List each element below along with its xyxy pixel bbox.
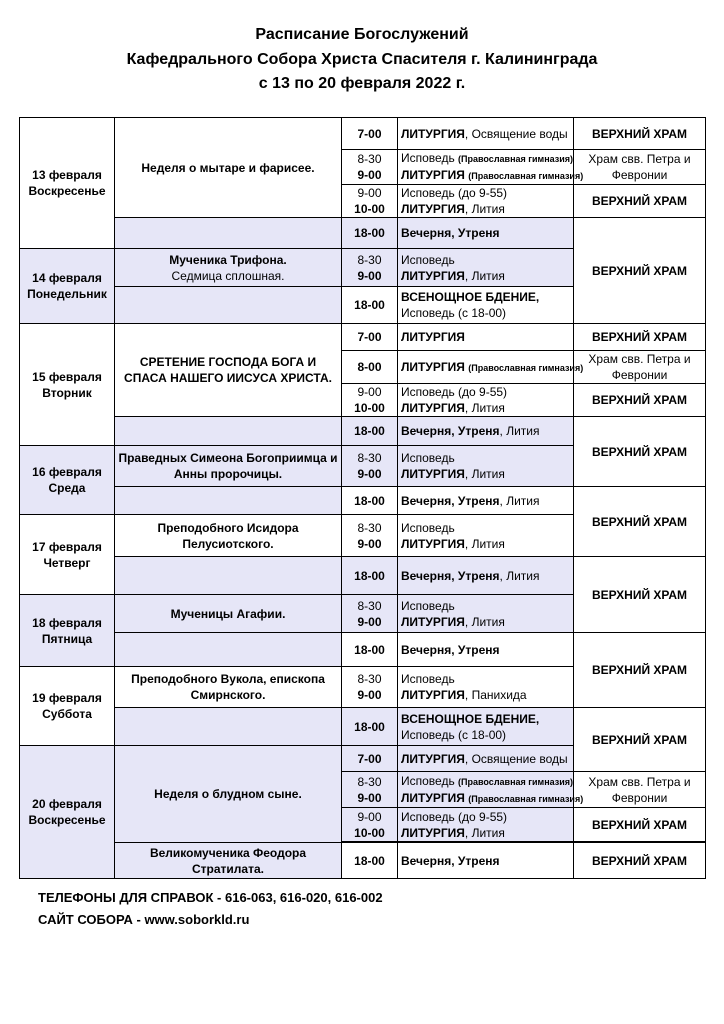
table-row — [20, 417, 706, 446]
date-cell: 19 февраля Суббота — [20, 667, 115, 746]
place-cell: ВЕРХНИЙ ХРАМ — [574, 633, 706, 708]
feast-cell: Преподобного Исидора Пелусиотского. — [115, 515, 342, 557]
place-cell: Храм свв. Петра и Февронии — [574, 772, 706, 808]
time-cell: 9-00 10-00 — [342, 808, 398, 842]
time-cell: 7-00 — [342, 324, 398, 351]
feast-cell: Неделя о блудном сыне. — [115, 746, 342, 843]
service-cell: Вечерня, Утреня, Лития — [398, 417, 574, 446]
place-cell: ВЕРХНИЙ ХРАМ — [574, 557, 706, 633]
service-cell: Исповедь (Православная гимназия) ЛИТУРГИЯ (Православная гимназия) — [398, 150, 574, 185]
time-cell: 8-30 9-00 — [342, 249, 398, 287]
time-cell: 18-00 — [342, 417, 398, 446]
footer-site: САЙТ СОБОРА - www.soborkld.ru — [38, 912, 250, 927]
service-cell: Вечерня, Утреня, Лития — [398, 487, 574, 515]
title-line-1: Расписание Богослужений — [255, 26, 469, 43]
service-cell: Вечерня, Утреня — [398, 218, 574, 249]
place-cell: ВЕРХНИЙ ХРАМ — [574, 185, 706, 218]
place-cell: ВЕРХНИЙ ХРАМ — [574, 417, 706, 487]
service-cell: Исповедь (Православная гимназия) ЛИТУРГИЯ (Православная гимназия) — [398, 772, 574, 808]
table-row — [20, 708, 706, 746]
place-cell: ВЕРХНИЙ ХРАМ — [574, 487, 706, 557]
time-cell: 18-00 — [342, 487, 398, 515]
time-cell: 8-30 9-00 — [342, 667, 398, 708]
title-line-2: Кафедрального Собора Христа Спасителя г. Калининграда — [126, 51, 598, 68]
date-cell: 14 февраля Понедельник — [20, 249, 115, 324]
service-cell: Исповедь (до 9-55) ЛИТУРГИЯ, Лития — [398, 384, 574, 417]
table-row — [20, 487, 706, 515]
time-cell: 8-30 9-00 — [342, 150, 398, 185]
place-cell: Храм свв. Петра и Февронии — [574, 150, 706, 185]
service-cell: Исповедь (до 9-55) ЛИТУРГИЯ, Лития — [398, 185, 574, 218]
place-cell: ВЕРХНИЙ ХРАМ — [574, 384, 706, 417]
table-row — [20, 633, 706, 667]
feast-cell: Преподобного Вукола, епископа Смирнского. — [115, 667, 342, 708]
table-row — [20, 118, 706, 150]
service-cell: Вечерня, Утреня — [398, 843, 574, 879]
time-cell: 8-30 9-00 — [342, 515, 398, 557]
time-cell: 7-00 — [342, 118, 398, 150]
time-cell: 18-00 — [342, 633, 398, 667]
footer-phones: ТЕЛЕФОНЫ ДЛЯ СПРАВОК - 616-063, 616-020, 616-002 — [38, 890, 383, 905]
service-cell: ВСЕНОЩНОЕ БДЕНИЕ, Исповедь (с 18-00) — [398, 708, 574, 746]
feast-cell: Мученицы Агафии. — [115, 595, 342, 633]
place-cell: ВЕРХНИЙ ХРАМ — [574, 843, 706, 879]
date-cell: 20 февраля Воскресенье — [20, 746, 115, 879]
service-cell: Исповедь ЛИТУРГИЯ, Лития — [398, 249, 574, 287]
time-cell: 18-00 — [342, 287, 398, 324]
feast-cell: Мученика Трифона. Седмица сплошная. — [115, 249, 342, 287]
time-cell: 18-00 — [342, 557, 398, 595]
service-cell: Исповедь ЛИТУРГИЯ, Лития — [398, 595, 574, 633]
date-cell: 15 февраля Вторник — [20, 324, 115, 446]
title-line-3: с 13 по 20 февраля 2022 г. — [258, 75, 466, 92]
feast-cell: СРЕТЕНИЕ ГОСПОДА БОГА И СПАСА НАШЕГО ИИСУСА ХРИСТА. — [115, 324, 342, 417]
feast-cell: Праведных Симеона Богоприимца и Анны пророчицы. — [115, 446, 342, 487]
place-cell: ВЕРХНИЙ ХРАМ — [574, 118, 706, 150]
date-cell: 13 февраля Воскресенье — [20, 118, 115, 249]
time-cell: 8-30 9-00 — [342, 772, 398, 808]
place-cell: ВЕРХНИЙ ХРАМ — [574, 708, 706, 772]
feast-cell: Неделя о мытаре и фарисее. — [115, 118, 342, 218]
feast-cell: Великомученика Феодора Стратилата. — [115, 843, 342, 879]
date-cell: 18 февраля Пятница — [20, 595, 115, 667]
time-cell: 9-00 10-00 — [342, 384, 398, 417]
service-cell: Исповедь (до 9-55) ЛИТУРГИЯ, Лития — [398, 808, 574, 842]
place-cell: ВЕРХНИЙ ХРАМ — [574, 324, 706, 351]
time-cell: 8-30 9-00 — [342, 446, 398, 487]
service-cell: ЛИТУРГИЯ — [398, 324, 574, 351]
date-cell: 17 февраля Четверг — [20, 515, 115, 595]
time-cell: 7-00 — [342, 746, 398, 772]
table-row — [20, 843, 706, 879]
service-cell: Исповедь ЛИТУРГИЯ, Панихида — [398, 667, 574, 708]
date-cell: 16 февраля Среда — [20, 446, 115, 515]
schedule-table — [19, 117, 706, 879]
table-row — [20, 218, 706, 249]
service-cell: Вечерня, Утреня — [398, 633, 574, 667]
place-cell: ВЕРХНИЙ ХРАМ — [574, 808, 706, 842]
table-row — [20, 557, 706, 595]
service-cell: Исповедь ЛИТУРГИЯ, Лития — [398, 515, 574, 557]
service-cell: Вечерня, Утреня, Лития — [398, 557, 574, 595]
place-cell: Храм свв. Петра и Февронии — [574, 351, 706, 384]
table-row — [20, 324, 706, 351]
place-cell: ВЕРХНИЙ ХРАМ — [574, 218, 706, 324]
service-cell: Исповедь ЛИТУРГИЯ, Лития — [398, 446, 574, 487]
time-cell: 9-00 10-00 — [342, 185, 398, 218]
service-cell: ЛИТУРГИЯ, Освящение воды — [398, 118, 574, 150]
time-cell: 8-00 — [342, 351, 398, 384]
service-cell: ВСЕНОЩНОЕ БДЕНИЕ, Исповедь (с 18-00) — [398, 287, 574, 324]
service-cell: ЛИТУРГИЯ (Православная гимназия) — [398, 351, 574, 384]
service-cell: ЛИТУРГИЯ, Освящение воды — [398, 746, 574, 772]
time-cell: 18-00 — [342, 843, 398, 879]
time-cell: 8-30 9-00 — [342, 595, 398, 633]
time-cell: 18-00 — [342, 708, 398, 746]
time-cell: 18-00 — [342, 218, 398, 249]
